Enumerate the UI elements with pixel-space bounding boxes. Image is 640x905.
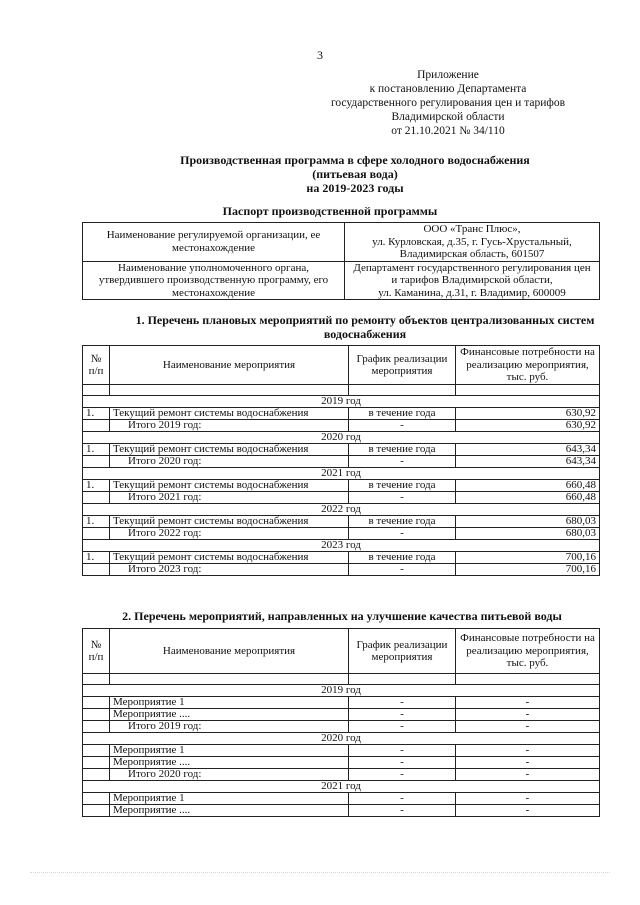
row-number: 1. bbox=[83, 444, 110, 456]
row-schedule: - bbox=[349, 745, 456, 757]
appendix-line: Владимирской области bbox=[391, 111, 505, 123]
row-name: Текущий ремонт системы водоснабжения bbox=[110, 516, 349, 528]
row-number bbox=[83, 697, 110, 709]
year-row bbox=[83, 733, 600, 745]
row-number: 1. bbox=[83, 516, 110, 528]
passport-title: Паспорт производственной программы bbox=[222, 204, 438, 218]
passport-value bbox=[345, 261, 600, 300]
row-amount: - bbox=[456, 757, 600, 769]
row-number bbox=[83, 420, 110, 432]
row-amount: 660,48 bbox=[456, 480, 600, 492]
row-number bbox=[83, 528, 110, 540]
passport-table bbox=[82, 222, 600, 300]
row-name: Мероприятие 1 bbox=[110, 793, 349, 805]
passport-value bbox=[345, 223, 600, 262]
table-row bbox=[83, 444, 600, 456]
total-row bbox=[83, 564, 600, 576]
total-label: Итого 2019 год: bbox=[110, 420, 349, 432]
document-title bbox=[0, 153, 640, 195]
scan-artifact bbox=[30, 872, 610, 875]
total-schedule: - bbox=[349, 456, 456, 468]
row-name: Текущий ремонт системы водоснабжения bbox=[110, 480, 349, 492]
row-schedule: - bbox=[349, 769, 456, 781]
row-name: Итого 2020 год: bbox=[110, 769, 349, 781]
table-row bbox=[83, 480, 600, 492]
year-row bbox=[83, 781, 600, 793]
total-label: Итого 2020 год: bbox=[110, 456, 349, 468]
row-name: Текущий ремонт системы водоснабжения bbox=[110, 408, 349, 420]
row-number bbox=[83, 769, 110, 781]
passport-value-line: ул. Каманина, д.31, г. Владимир, 600009 bbox=[378, 286, 566, 299]
row-number bbox=[83, 757, 110, 769]
header-amount: Финансовые потребности на реализацию мероприятия, тыс. руб. bbox=[456, 629, 600, 674]
row-schedule: - bbox=[349, 709, 456, 721]
year-label: 2020 год bbox=[83, 733, 600, 745]
total-row bbox=[83, 420, 600, 432]
header-number: № п/п bbox=[83, 629, 110, 674]
header-schedule: График реализации мероприятия bbox=[349, 346, 456, 385]
year-label: 2021 год bbox=[83, 781, 600, 793]
passport-label: Наименование уполномоченного органа, утвердившего производственную программу, его местонахождение bbox=[83, 261, 345, 300]
passport-label: Наименование регулируемой организации, ее местонахождение bbox=[83, 223, 345, 262]
year-label: 2021 год bbox=[83, 468, 600, 480]
row-number bbox=[83, 721, 110, 733]
total-row bbox=[83, 721, 600, 733]
section1-title: 1. Перечень плановых мероприятий по ремонту объектов централизованных систем водоснабжения bbox=[135, 313, 595, 341]
appendix-line: к постановлению Департамента bbox=[369, 83, 527, 95]
row-amount: - bbox=[456, 721, 600, 733]
year-row bbox=[83, 504, 600, 516]
row-amount: - bbox=[456, 805, 600, 817]
total-row bbox=[83, 456, 600, 468]
row-name: Мероприятие 1 bbox=[110, 697, 349, 709]
appendix-line: государственного регулирования цен и тарифов bbox=[330, 97, 566, 109]
year-row bbox=[83, 685, 600, 697]
header-schedule: График реализации мероприятия bbox=[349, 629, 456, 674]
total-amount: 630,92 bbox=[456, 420, 600, 432]
table-row bbox=[83, 745, 600, 757]
header-amount: Финансовые потребности на реализацию мероприятия, тыс. руб. bbox=[456, 346, 600, 385]
row-number bbox=[83, 456, 110, 468]
row-schedule: в течение года bbox=[349, 552, 456, 564]
year-row bbox=[83, 396, 600, 408]
row-name: Итого 2019 год: bbox=[110, 721, 349, 733]
page-number: 3 bbox=[317, 48, 323, 62]
year-label: 2019 год bbox=[83, 396, 600, 408]
row-amount: - bbox=[456, 709, 600, 721]
year-label: 2020 год bbox=[83, 432, 600, 444]
row-amount: - bbox=[456, 793, 600, 805]
table-row bbox=[83, 516, 600, 528]
blank-row bbox=[83, 385, 600, 396]
passport-value-line: и тарифов Владимирской области, bbox=[391, 274, 553, 286]
appendix-line: Приложение bbox=[417, 69, 479, 81]
repair-plan-table bbox=[82, 345, 600, 576]
row-number bbox=[83, 805, 110, 817]
title-line: Производственная программа в сфере холодного водоснабжения bbox=[180, 153, 530, 167]
row-name: Мероприятие .... bbox=[110, 805, 349, 817]
passport-row bbox=[83, 223, 600, 262]
total-amount: 680,03 bbox=[456, 528, 600, 540]
table-row bbox=[83, 709, 600, 721]
row-schedule: в течение года bbox=[349, 480, 456, 492]
appendix-block bbox=[300, 68, 596, 138]
row-schedule: в течение года bbox=[349, 516, 456, 528]
row-number bbox=[83, 793, 110, 805]
quality-plan-table bbox=[82, 628, 600, 817]
row-schedule: в течение года bbox=[349, 408, 456, 420]
table-row bbox=[83, 408, 600, 420]
passport-row bbox=[83, 261, 600, 300]
row-number: 1. bbox=[83, 408, 110, 420]
total-row bbox=[83, 769, 600, 781]
repair-plan-body bbox=[83, 396, 600, 576]
row-schedule: - bbox=[349, 697, 456, 709]
table-row bbox=[83, 757, 600, 769]
blank-row bbox=[83, 674, 600, 685]
table-row bbox=[83, 697, 600, 709]
total-amount: 643,34 bbox=[456, 456, 600, 468]
row-amount: - bbox=[456, 769, 600, 781]
row-name: Текущий ремонт системы водоснабжения bbox=[110, 444, 349, 456]
year-row bbox=[83, 540, 600, 552]
row-number bbox=[83, 564, 110, 576]
appendix-line: от 21.10.2021 № 34/110 bbox=[391, 125, 505, 137]
total-row bbox=[83, 528, 600, 540]
row-name: Текущий ремонт системы водоснабжения bbox=[110, 552, 349, 564]
title-line: на 2019-2023 годы bbox=[306, 181, 404, 195]
row-number bbox=[83, 709, 110, 721]
row-schedule: - bbox=[349, 805, 456, 817]
row-amount: 630,92 bbox=[456, 408, 600, 420]
row-name: Мероприятие .... bbox=[110, 757, 349, 769]
total-label: Итого 2023 год: bbox=[110, 564, 349, 576]
passport-value-line: Владимирская область, 601507 bbox=[399, 248, 545, 260]
table-header-row bbox=[83, 346, 600, 385]
table-header-row bbox=[83, 629, 600, 674]
row-number: 1. bbox=[83, 552, 110, 564]
row-schedule: в течение года bbox=[349, 444, 456, 456]
section2-title: 2. Перечень мероприятий, направленных на улучшение качества питьевой воды bbox=[122, 609, 562, 623]
table-row bbox=[83, 552, 600, 564]
total-label: Итого 2021 год: bbox=[110, 492, 349, 504]
row-schedule: - bbox=[349, 757, 456, 769]
row-schedule: - bbox=[349, 793, 456, 805]
title-line: (питьевая вода) bbox=[312, 167, 398, 181]
row-amount: - bbox=[456, 745, 600, 757]
year-label: 2023 год bbox=[83, 540, 600, 552]
year-label: 2022 год bbox=[83, 504, 600, 516]
header-number: № п/п bbox=[83, 346, 110, 385]
year-row bbox=[83, 468, 600, 480]
row-number: 1. bbox=[83, 480, 110, 492]
row-schedule: - bbox=[349, 721, 456, 733]
row-amount: - bbox=[456, 697, 600, 709]
passport-value-line: ООО «Транс Плюс», bbox=[423, 223, 521, 235]
row-number bbox=[83, 492, 110, 504]
row-name: Мероприятие 1 bbox=[110, 745, 349, 757]
total-amount: 660,48 bbox=[456, 492, 600, 504]
total-label: Итого 2022 год: bbox=[110, 528, 349, 540]
total-schedule: - bbox=[349, 528, 456, 540]
row-amount: 700,16 bbox=[456, 552, 600, 564]
year-row bbox=[83, 432, 600, 444]
row-amount: 680,03 bbox=[456, 516, 600, 528]
total-schedule: - bbox=[349, 564, 456, 576]
header-name: Наименование мероприятия bbox=[110, 629, 349, 674]
quality-plan-body bbox=[83, 685, 600, 817]
year-label: 2019 год bbox=[83, 685, 600, 697]
passport-value-line: ул. Курловская, д.35, г. Гусь-Хрустальный, bbox=[372, 235, 572, 248]
row-amount: 643,34 bbox=[456, 444, 600, 456]
table-row bbox=[83, 805, 600, 817]
total-row bbox=[83, 492, 600, 504]
total-amount: 700,16 bbox=[456, 564, 600, 576]
header-name: Наименование мероприятия bbox=[110, 346, 349, 385]
passport-value-line: Департамент государственного регулирования цен bbox=[353, 261, 591, 274]
row-number bbox=[83, 745, 110, 757]
table-row bbox=[83, 793, 600, 805]
total-schedule: - bbox=[349, 420, 456, 432]
total-schedule: - bbox=[349, 492, 456, 504]
row-name: Мероприятие .... bbox=[110, 709, 349, 721]
